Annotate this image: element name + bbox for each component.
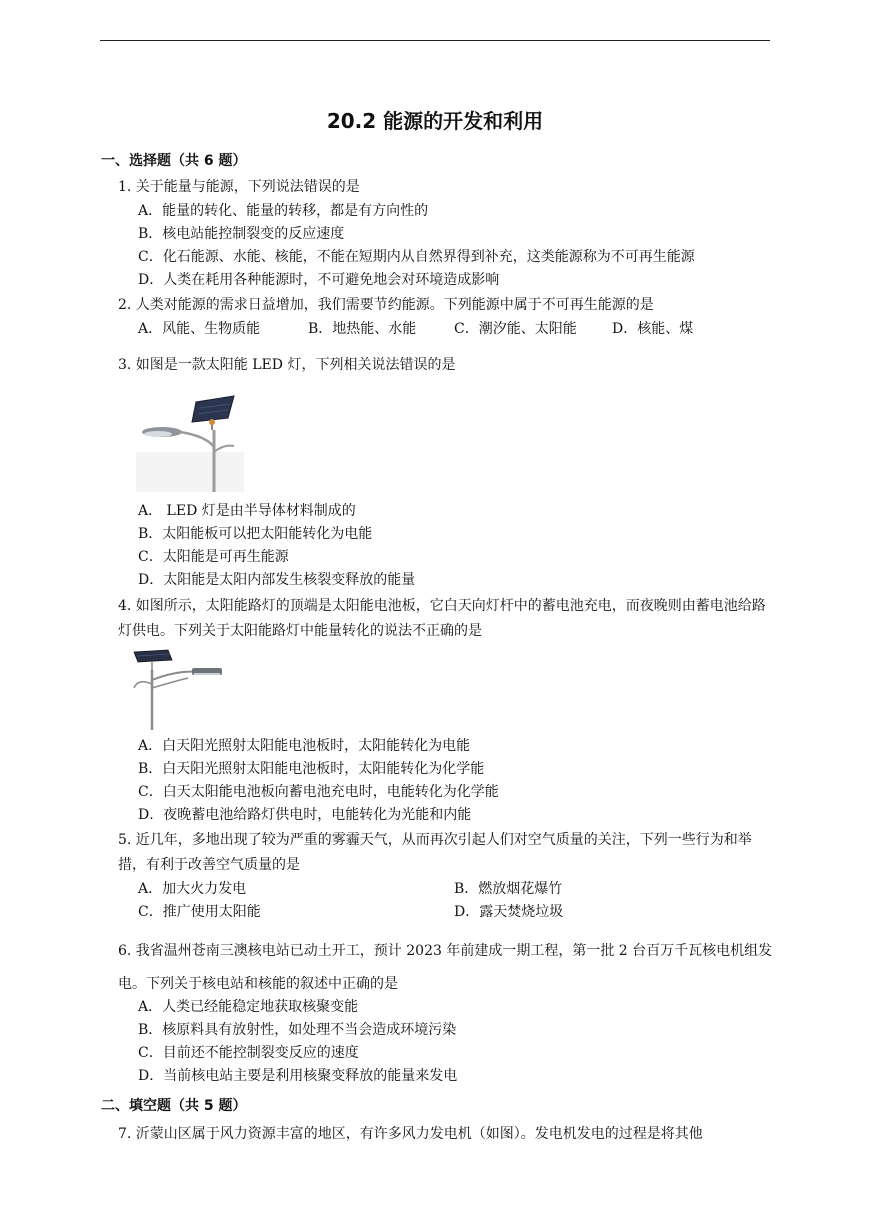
question-5-options-row-2 [138, 901, 778, 923]
question-1-option-b: B．核电站能控制裂变的反应速度 [138, 226, 345, 242]
question-6-option-a: A．人类已经能稳定地获取核聚变能 [138, 999, 359, 1015]
question-1-stem: 1. 关于能量与能源，下列说法错误的是 [118, 179, 360, 195]
question-5-stem: 5. 近几年，多地出现了较为严重的雾霾天气，从而再次引起人们对空气质量的关注，下列一些行为和举措，有利于改善空气质量的是 [118, 832, 752, 873]
section-heading-fill-blank: 二、填空题（共 5 题） [101, 1098, 247, 1114]
question-6-option-c: C．目前还不能控制裂变反应的速度 [138, 1045, 359, 1061]
question-4-option-d: D．夜晚蓄电池给路灯供电时，电能转化为光能和内能 [138, 807, 472, 823]
question-1-option-d: D．人类在耗用各种能源时，不可避免地会对环境造成影响 [138, 272, 500, 288]
question-1-option-a: A．能量的转化、能量的转移，都是有方向性的 [138, 203, 429, 219]
header-rule [100, 40, 770, 41]
question-3-option-c: C．太阳能是可再生能源 [138, 549, 289, 565]
question-4-option-a: A．白天阳光照射太阳能电池板时，太阳能转化为电能 [138, 738, 471, 754]
question-5-option-a: A．加大火力发电 [138, 881, 247, 897]
question-4-option-b: B．白天阳光照射太阳能电池板时，太阳能转化为化学能 [138, 761, 485, 777]
question-4-option-c: C．白天太阳能电池板向蓄电池充电时，电能转化为化学能 [138, 784, 499, 800]
question-2-stem: 2. 人类对能源的需求日益增加，我们需要节约能源。下列能源中属于不可再生能源的是 [118, 297, 654, 313]
question-7-stem: 7. 沂蒙山区属于风力资源丰富的地区，有许多风力发电机（如图）。发电机发电的过程是将其他 [118, 1126, 703, 1142]
question-2-options [138, 318, 778, 340]
question-1-option-c: C．化石能源、水能、核能，不能在短期内从自然界得到补充，这类能源称为不可再生能源 [138, 249, 695, 265]
solar-led-lamp-image [136, 392, 244, 492]
question-6-option-d: D．当前核电站主要是利用核聚变释放的能量来发电 [138, 1068, 458, 1084]
question-5-option-c: C．推广使用太阳能 [138, 904, 261, 920]
question-3-stem: 3. 如图是一款太阳能 LED 灯，下列相关说法错误的是 [118, 357, 456, 373]
solar-street-lamp-image [128, 648, 224, 730]
section-heading-choice: 一、选择题（共 6 题） [101, 153, 247, 169]
question-3-option-a: A． LED 灯是由半导体材料制成的 [138, 503, 356, 519]
question-4-stem: 4. 如图所示，太阳能路灯的顶端是太阳能电池板，它白天向灯杆中的蓄电池充电，而夜晚则由蓄电池给路灯供电。下列关于太阳能路灯中能量转化的说法不正确的是 [118, 598, 766, 639]
question-2-option-d: D．核能、煤 [612, 321, 694, 337]
question-2-option-c: C．潮汐能、太阳能 [454, 321, 577, 337]
question-6-stem: 6. 我省温州苍南三澳核电站已动土开工，预计 2023 年前建成一期工程，第一批 2 台百万千瓦核电机组发电。下列关于核电站和核能的叙述中正确的是 [118, 943, 773, 992]
question-2-option-b: B．地热能、水能 [308, 321, 417, 337]
question-5-option-b: B．燃放烟花爆竹 [454, 881, 563, 897]
question-3-option-b: B．太阳能板可以把太阳能转化为电能 [138, 526, 373, 542]
page-title: 20.2 能源的开发和利用 [326, 109, 544, 133]
question-6-option-b: B．核原料具有放射性，如处理不当会造成环境污染 [138, 1022, 457, 1038]
question-5-option-d: D．露天焚烧垃圾 [454, 904, 564, 920]
question-3-option-d: D．太阳能是太阳内部发生核裂变释放的能量 [138, 572, 416, 588]
question-2-option-a: A．风能、生物质能 [138, 321, 261, 337]
question-5-options-row-1 [138, 878, 778, 900]
